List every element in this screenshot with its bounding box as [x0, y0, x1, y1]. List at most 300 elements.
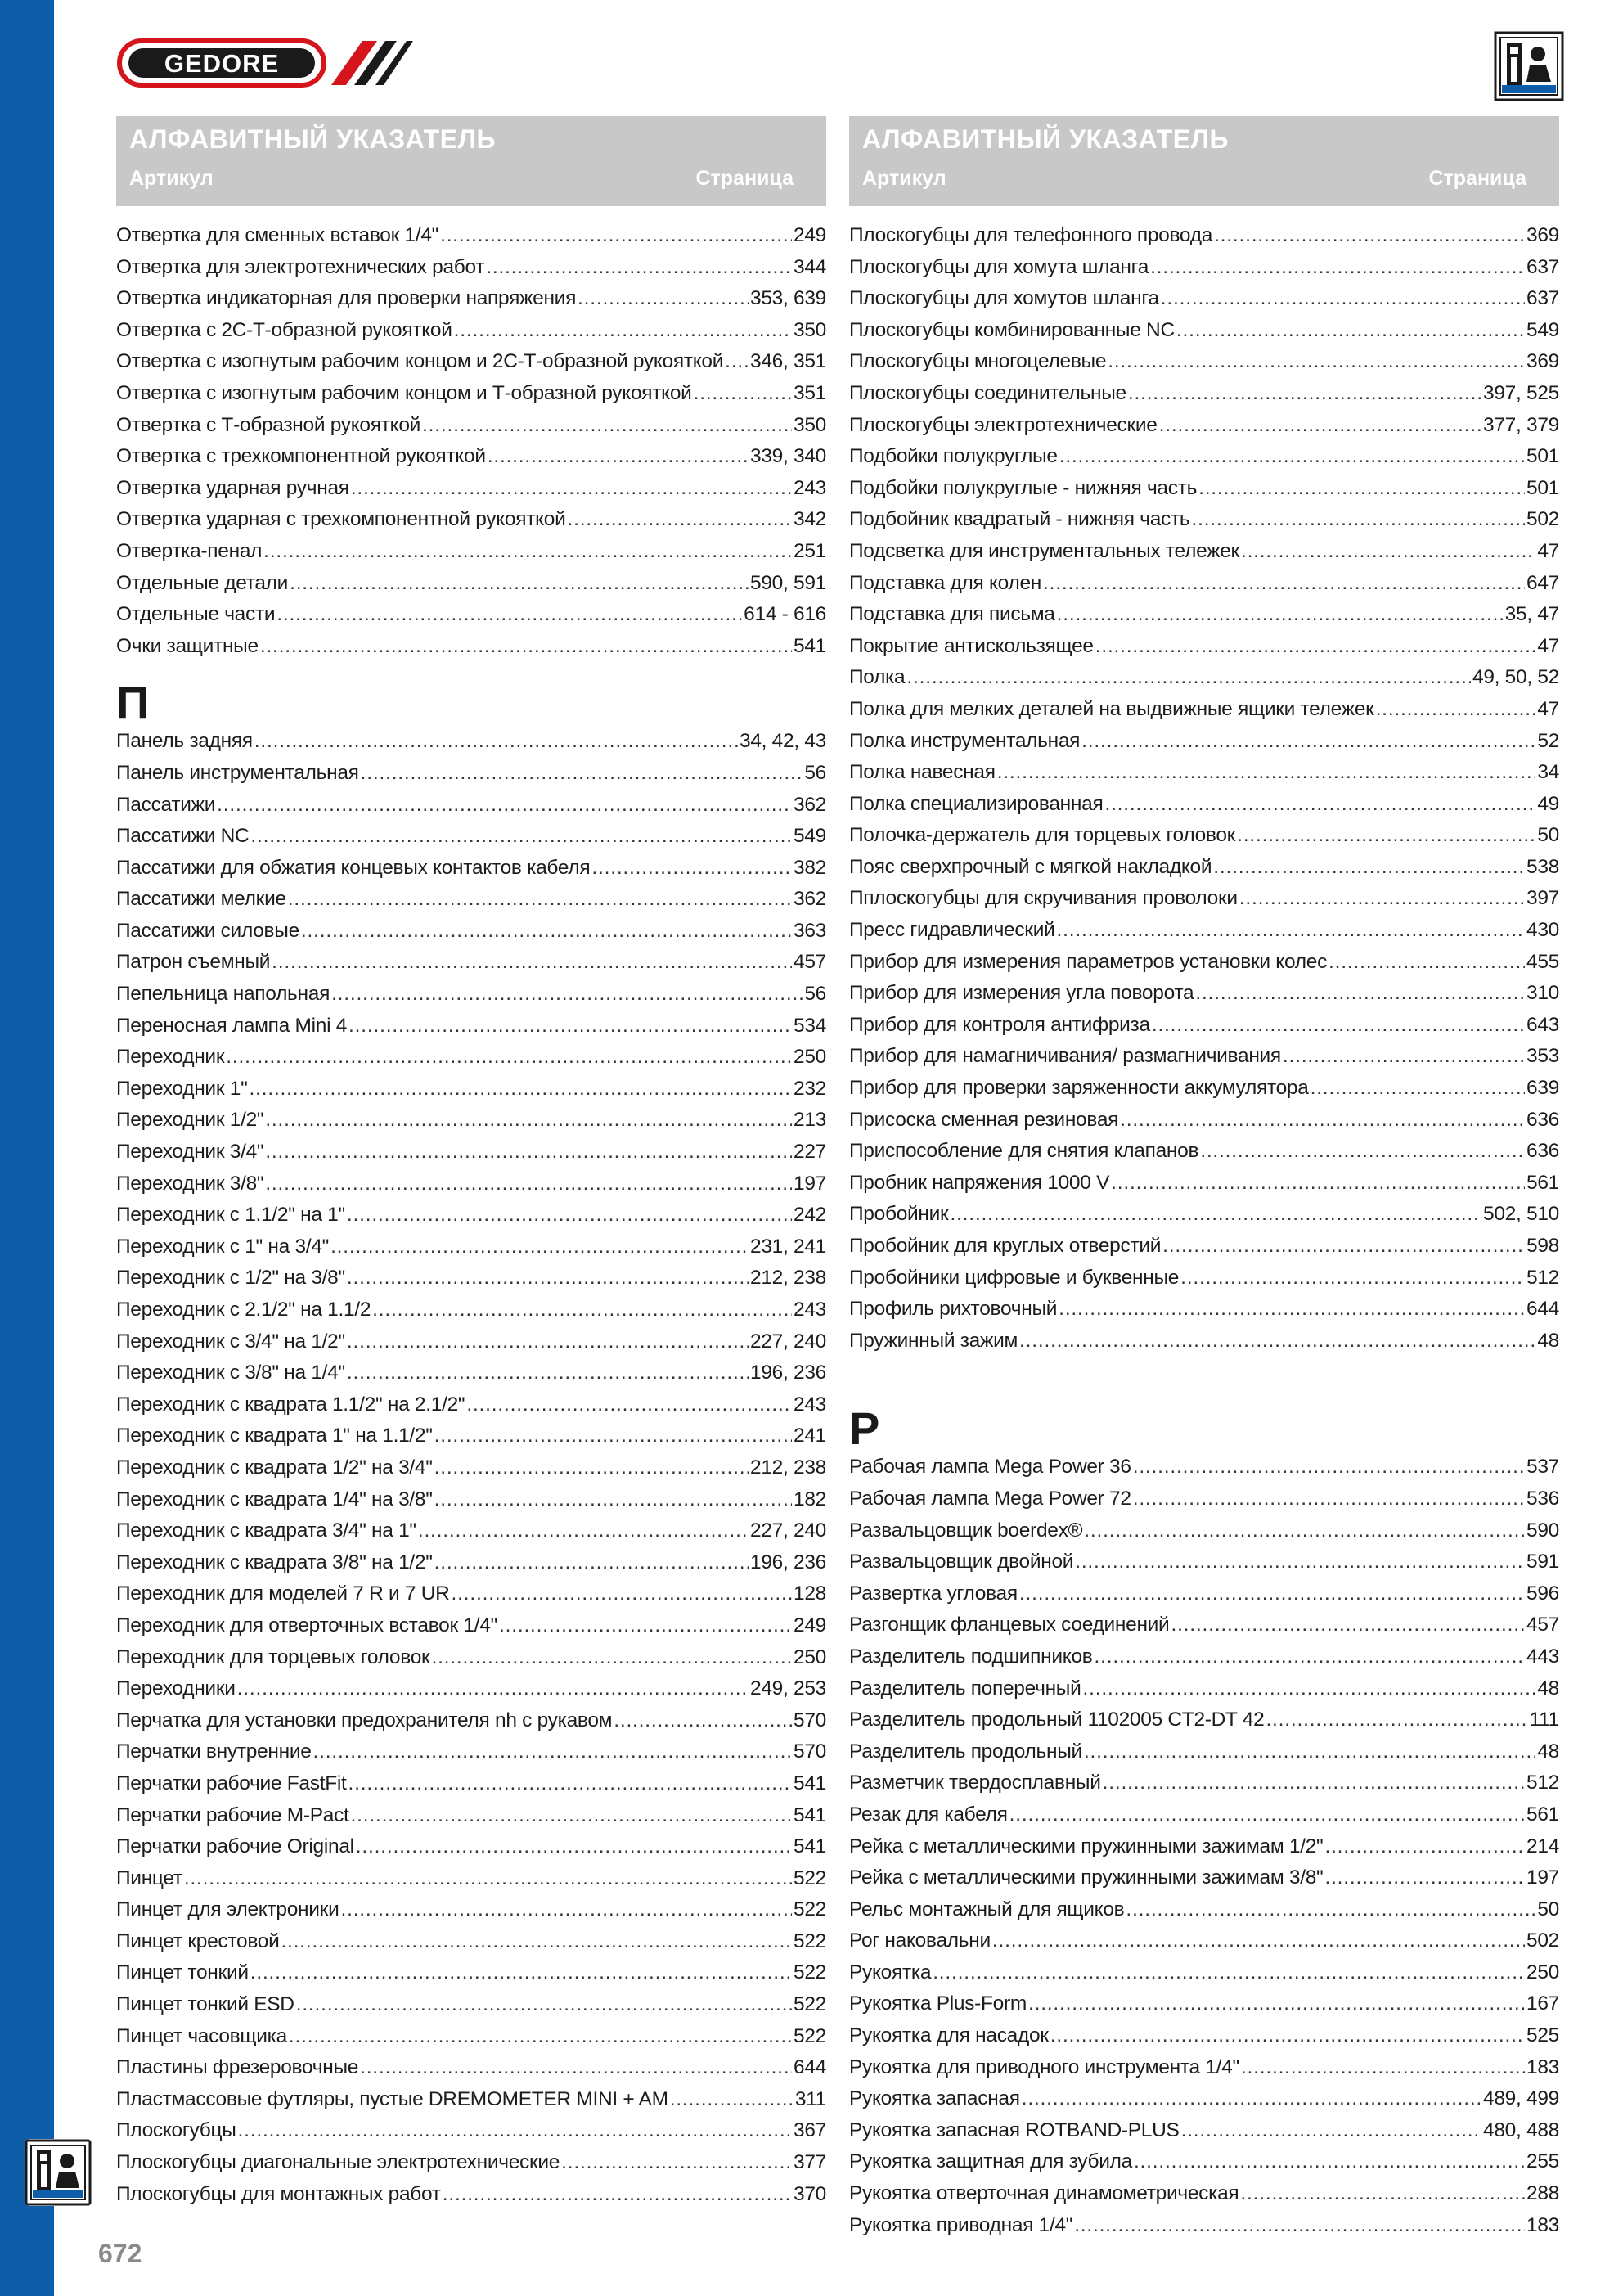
- entry-name: Пинцет часовщика: [116, 2024, 287, 2047]
- index-entry: [116, 2151, 826, 2183]
- entry-name: Рукоятка запасная: [849, 2087, 1020, 2110]
- index-entry: [116, 2025, 826, 2057]
- index-entry: [116, 1804, 826, 1836]
- entry-name: Разделитель подшипников: [849, 1645, 1093, 1668]
- index-list: [849, 224, 1559, 1361]
- entry-page: 522: [794, 1898, 826, 1921]
- entry-name: Панель задняя: [116, 730, 253, 753]
- dot-leader: [1162, 1235, 1525, 1258]
- entry-name: Прибор для проверки заряженности аккумулятора: [849, 1077, 1309, 1100]
- index-entry: [849, 951, 1559, 983]
- index-entry: [116, 1141, 826, 1173]
- entry-name: Отдельные детали: [116, 571, 289, 594]
- dot-leader: [1084, 1740, 1535, 1763]
- dot-leader: [1095, 1645, 1526, 1668]
- index-entry: [849, 1172, 1559, 1204]
- entry-name: Подставка для письма: [849, 603, 1055, 626]
- dot-leader: [1240, 2182, 1525, 2205]
- dot-leader: [418, 1519, 749, 1542]
- entry-page: 457: [794, 951, 826, 974]
- index-entry: [116, 1614, 826, 1646]
- entry-name: Рукоятка защитная для зубила: [849, 2150, 1132, 2173]
- entry-name: Отвертка ударная ручная: [116, 476, 349, 499]
- entry-page: 502: [1526, 1929, 1559, 1952]
- index-entry: [849, 224, 1559, 256]
- entry-name: Прибор для измерения угла поворота: [849, 982, 1194, 1005]
- entry-page: 537: [1526, 1456, 1559, 1479]
- index-entry: [116, 1078, 826, 1110]
- index-entry: [116, 603, 826, 635]
- entry-page: 197: [1526, 1866, 1559, 1889]
- entry-name: Пресс гидравлический: [849, 919, 1055, 942]
- dot-leader: [431, 1646, 792, 1669]
- index-entry: [849, 824, 1559, 856]
- dot-leader: [1311, 1077, 1525, 1100]
- entry-page: 512: [1526, 1266, 1559, 1289]
- dot-leader: [1103, 1772, 1525, 1794]
- dot-leader: [250, 1961, 792, 1984]
- dot-leader: [1120, 1109, 1525, 1132]
- index-entry: [116, 1204, 826, 1236]
- dot-leader: [276, 603, 742, 626]
- index-entry: [116, 508, 826, 540]
- entry-page: 49: [1537, 792, 1559, 815]
- entry-page: 350: [794, 413, 826, 436]
- entry-name: Разделитель продольный: [849, 1740, 1082, 1763]
- index-entry: [849, 1614, 1559, 1645]
- dot-leader: [263, 540, 792, 563]
- dot-leader: [933, 1961, 1525, 1984]
- entry-page: 637: [1526, 255, 1559, 278]
- index-entry: [116, 762, 826, 794]
- index-column-left: [116, 116, 826, 2214]
- entry-name: Разгонщик фланцевых соединений: [849, 1614, 1170, 1636]
- entry-name: Разделитель поперечный: [849, 1677, 1081, 1699]
- column-header: [116, 116, 826, 206]
- entry-name: Отвертка с изогнутым рабочим концом и 2С-Т-образной рукояткой: [116, 350, 724, 373]
- dot-leader: [1084, 1519, 1525, 1542]
- gedore-logo: [117, 36, 413, 90]
- entry-page: 369: [1526, 350, 1559, 373]
- entry-page: 541: [794, 634, 826, 657]
- entry-page: 196, 236: [750, 1362, 826, 1384]
- entry-name: Прибор для контроля антифриза: [849, 1013, 1150, 1036]
- entry-page: 443: [1526, 1645, 1559, 1668]
- section-letter: П: [116, 677, 150, 729]
- dot-leader: [1059, 445, 1525, 468]
- entry-page: 367: [794, 2119, 826, 2142]
- dot-leader: [614, 1709, 792, 1732]
- entry-name: Переходник 3/4": [116, 1141, 264, 1164]
- index-entry: [116, 825, 826, 857]
- entry-name: Переходник 1": [116, 1077, 248, 1100]
- index-entry: [116, 1362, 826, 1393]
- entry-page: 353: [1526, 1045, 1559, 1068]
- index-entry: [116, 1046, 826, 1078]
- entry-page: 377: [794, 2151, 826, 2174]
- entry-page: 377, 379: [1483, 413, 1559, 436]
- index-entry: [849, 1109, 1559, 1141]
- index-entry: [849, 2119, 1559, 2151]
- entry-page: 243: [794, 1393, 826, 1416]
- entry-page: 214: [1526, 1835, 1559, 1857]
- entry-name: Развертка угловая: [849, 1582, 1018, 1605]
- entry-page: 534: [794, 1014, 826, 1037]
- entry-name: Рукоятка для насадок: [849, 2024, 1049, 2047]
- index-entry: [849, 1772, 1559, 1803]
- index-entry: [116, 1867, 826, 1899]
- entry-page: 346, 351: [750, 350, 826, 373]
- entry-name: Пассатижи силовые: [116, 919, 299, 942]
- entry-page: 647: [1526, 571, 1559, 594]
- entry-name: Плоскогубцы для хомута шланга: [849, 255, 1149, 278]
- dot-leader: [250, 825, 792, 848]
- entry-name: Рог наковальни: [849, 1929, 991, 1952]
- index-entry: [849, 382, 1559, 414]
- entry-name: Подсветка для инструментальных тележек: [849, 539, 1239, 562]
- dot-leader: [906, 666, 1471, 689]
- index-entry: [849, 1456, 1559, 1488]
- entry-page: 47: [1537, 634, 1559, 657]
- entry-page: 111: [1529, 1708, 1559, 1731]
- entry-page: 522: [794, 1866, 826, 1889]
- entry-page: 522: [794, 1929, 826, 1952]
- dot-leader: [454, 319, 792, 342]
- dot-leader: [1111, 1172, 1525, 1195]
- entry-page: 197: [794, 1172, 826, 1195]
- entry-page: 522: [794, 2024, 826, 2047]
- entry-name: Прибор для измерения параметров установки колес: [849, 950, 1328, 973]
- dot-leader: [289, 2025, 792, 2048]
- entry-page: 522: [794, 1961, 826, 1984]
- index-title: АЛФАВИТНЫЙ УКАЗАТЕЛЬ: [862, 124, 1230, 154]
- dot-leader: [360, 2056, 792, 2079]
- entry-name: Плоскогубцы: [116, 2119, 236, 2142]
- dot-leader: [992, 1929, 1525, 1952]
- index-entry: [116, 2088, 826, 2120]
- index-column-right: [849, 116, 1559, 2245]
- dot-leader: [568, 508, 792, 531]
- entry-page: 47: [1537, 539, 1559, 562]
- index-entry: [116, 1646, 826, 1678]
- index-entry: [849, 477, 1559, 509]
- dot-leader: [1028, 1992, 1525, 2015]
- dot-leader: [1237, 824, 1535, 847]
- entry-page: 49, 50, 52: [1472, 666, 1559, 689]
- index-entry: [849, 698, 1559, 730]
- entry-page: 369: [1526, 224, 1559, 246]
- entry-page: 489, 499: [1483, 2087, 1559, 2110]
- index-entry: [116, 1425, 826, 1456]
- entry-page: 457: [1526, 1614, 1559, 1636]
- index-entry: [116, 951, 826, 983]
- entry-page: 637: [1526, 287, 1559, 310]
- dot-leader: [591, 857, 792, 880]
- dot-leader: [1198, 477, 1525, 500]
- index-entry: [849, 1045, 1559, 1077]
- dot-leader: [1241, 540, 1535, 563]
- entry-page: 339, 340: [750, 445, 826, 468]
- index-entry: [849, 1677, 1559, 1709]
- entry-page: 128: [794, 1582, 826, 1605]
- index-entry: [849, 982, 1559, 1014]
- dot-leader: [1195, 982, 1525, 1005]
- entry-page: 480, 488: [1483, 2118, 1559, 2141]
- entry-name: Разделитель продольный 1102005 CT2-DT 42: [849, 1708, 1265, 1731]
- index-entry: [116, 1330, 826, 1362]
- dot-leader: [1150, 256, 1525, 279]
- section-letter: Р: [849, 1402, 880, 1455]
- entry-name: Переходник 3/8": [116, 1172, 264, 1195]
- entry-name: Пробойник: [849, 1203, 949, 1226]
- entry-name: Отвертка для электротехнических работ: [116, 255, 485, 278]
- index-list: [116, 730, 826, 2214]
- entry-page: 183: [1526, 2213, 1559, 2236]
- index-entry: [849, 1267, 1559, 1299]
- entry-name: Пассатижи мелкие: [116, 888, 286, 911]
- index-entry: [116, 319, 826, 351]
- index-entry: [116, 1299, 826, 1330]
- entry-page: 241: [794, 1425, 826, 1447]
- entry-page: 212, 238: [750, 1267, 826, 1290]
- dot-leader: [1283, 1045, 1525, 1068]
- index-entry: [116, 1835, 826, 1867]
- dot-leader: [1108, 350, 1525, 373]
- dot-leader: [290, 572, 749, 595]
- entry-page: 213: [794, 1109, 826, 1132]
- gedore-logo-text: GEDORE: [164, 49, 280, 78]
- index-entry: [849, 287, 1559, 319]
- entry-name: Профиль рихтовочный: [849, 1298, 1058, 1321]
- entry-name: Перчатка для установки предохранителя nh с рукавом: [116, 1708, 613, 1731]
- entry-page: 353, 639: [750, 287, 826, 310]
- entry-page: 243: [794, 1299, 826, 1321]
- entry-name: Пепельница напольная: [116, 983, 330, 1006]
- entry-page: 212, 238: [750, 1456, 826, 1479]
- dot-leader: [440, 224, 792, 247]
- index-entry: [116, 1551, 826, 1583]
- dot-leader: [578, 287, 749, 310]
- index-entry: [849, 1992, 1559, 2024]
- entry-name: Отвертка ударная с трехкомпонентной рукояткой: [116, 508, 566, 531]
- entry-page: 250: [794, 1645, 826, 1668]
- article-label: Артикул: [862, 167, 946, 190]
- index-entry: [116, 1109, 826, 1141]
- dot-leader: [422, 414, 792, 437]
- dot-leader: [1104, 793, 1535, 816]
- entry-name: Резак для кабеля: [849, 1803, 1008, 1826]
- dot-leader: [265, 1141, 792, 1164]
- entry-page: 397, 525: [1483, 381, 1559, 404]
- entry-page: 590: [1526, 1519, 1559, 1542]
- dot-leader: [372, 1299, 792, 1321]
- entry-page: 501: [1526, 445, 1559, 468]
- entry-page: 342: [794, 508, 826, 531]
- entry-name: Пробойники цифровые и буквенные: [849, 1266, 1180, 1289]
- entry-page: 251: [794, 539, 826, 562]
- entry-page: 644: [794, 2056, 826, 2079]
- entry-page: 591: [1526, 1551, 1559, 1573]
- entry-name: Перчатки внутренние: [116, 1740, 312, 1763]
- dot-leader: [725, 350, 749, 373]
- entry-page: 56: [804, 983, 826, 1006]
- dot-leader: [1050, 2024, 1525, 2047]
- entry-name: Полка для мелких деталей на выдвижные ящики тележек: [849, 697, 1374, 720]
- index-entry: [849, 1898, 1559, 1930]
- entry-name: Плоскогубцы диагональные электротехнические: [116, 2151, 560, 2174]
- entry-name: Переходник: [116, 1046, 225, 1069]
- index-entry: [849, 635, 1559, 667]
- dot-leader: [1074, 2214, 1525, 2237]
- index-entry: [849, 2150, 1559, 2182]
- index-entry: [849, 2024, 1559, 2056]
- entry-name: Переходник для моделей 7 R и 7 UR: [116, 1582, 450, 1605]
- entry-page: 232: [794, 1077, 826, 1100]
- entry-page: 255: [1526, 2150, 1559, 2173]
- dot-leader: [499, 1614, 792, 1637]
- entry-page: 561: [1526, 1803, 1559, 1826]
- index-entry: [849, 1803, 1559, 1835]
- entry-name: Пинцет для электроники: [116, 1898, 339, 1921]
- index-entry: [849, 1203, 1559, 1235]
- entry-page: 231, 241: [750, 1235, 826, 1258]
- dot-leader: [1043, 572, 1525, 595]
- index-entry: [849, 730, 1559, 762]
- entry-name: Развальцовщик boerdex®: [849, 1519, 1083, 1542]
- dot-leader: [486, 256, 792, 279]
- index-entry: [116, 983, 826, 1015]
- index-entry: [116, 256, 826, 288]
- dot-leader: [1134, 2150, 1525, 2173]
- entry-page: 48: [1537, 1329, 1559, 1352]
- dot-leader: [1081, 730, 1535, 753]
- side-color-bar: [0, 0, 54, 2296]
- dot-leader: [1133, 1456, 1525, 1479]
- entry-page: 570: [794, 1708, 826, 1731]
- index-entry: [116, 1393, 826, 1425]
- entry-name: Переходник с 1/2" на 3/8": [116, 1267, 345, 1290]
- entry-page: 227, 240: [750, 1330, 826, 1353]
- entry-name: Переходник с 3/8" на 1/4": [116, 1362, 345, 1384]
- index-entry: [849, 2182, 1559, 2214]
- entry-name: Подбойки полукруглые: [849, 445, 1058, 468]
- entry-name: Переходник с квадрата 1" на 1.1/2": [116, 1425, 433, 1447]
- entry-page: 47: [1537, 697, 1559, 720]
- index-entry: [116, 1519, 826, 1551]
- entry-page: 397: [1526, 887, 1559, 910]
- entry-page: 249: [794, 224, 826, 246]
- dot-leader: [1159, 414, 1481, 437]
- entry-page: 350: [794, 318, 826, 341]
- dot-leader: [348, 1772, 792, 1795]
- index-entry: [849, 1235, 1559, 1267]
- entry-name: Рабочая лампа Mega Power 72: [849, 1487, 1131, 1510]
- entry-page: 362: [794, 793, 826, 816]
- index-entry: [116, 350, 826, 382]
- index-entry: [116, 1930, 826, 1962]
- entry-name: Перчатки рабочие M-Pact: [116, 1803, 349, 1826]
- index-title: АЛФАВИТНЫЙ УКАЗАТЕЛЬ: [129, 124, 497, 154]
- entry-name: Рукоятка Plus-Form: [849, 1992, 1027, 2015]
- entry-page: 636: [1526, 1108, 1559, 1131]
- dot-leader: [330, 1236, 749, 1258]
- entry-name: Рукоятка приводная 1/4": [849, 2213, 1073, 2236]
- dot-leader: [347, 1362, 749, 1384]
- dot-leader: [1019, 1330, 1535, 1353]
- entry-name: Полка: [849, 666, 906, 689]
- index-entry: [116, 2119, 826, 2151]
- dot-leader: [694, 382, 792, 405]
- entry-page: 227, 240: [750, 1519, 826, 1542]
- index-entry: [116, 287, 826, 319]
- entry-page: 250: [1526, 1961, 1559, 1983]
- index-entry: [849, 919, 1559, 951]
- entry-name: Пассатижи: [116, 793, 216, 816]
- dot-leader: [1213, 856, 1525, 879]
- entry-name: Отвертка-пенал: [116, 539, 263, 562]
- entry-name: Переходник с 1.1/2" на 1": [116, 1204, 345, 1227]
- entry-name: Рельс монтажный для ящиков: [849, 1898, 1125, 1920]
- entry-name: Переходник с квадрата 1.1/2" на 2.1/2": [116, 1393, 465, 1416]
- entry-name: Рейка с металлическими пружинными зажимам 3/8": [849, 1866, 1324, 1889]
- index-entry: [849, 603, 1559, 635]
- entry-name: Отвертка с 2С-Т-образной рукояткой: [116, 318, 452, 341]
- entry-name: Переходник с 2.1/2" на 1.1/2: [116, 1299, 371, 1321]
- index-entry: [116, 445, 826, 477]
- dot-leader: [1128, 382, 1481, 405]
- dot-leader: [1266, 1708, 1527, 1731]
- index-entry: [849, 414, 1559, 446]
- entry-page: 522: [794, 1993, 826, 2016]
- entry-name: Присоска сменная резиновая: [849, 1108, 1119, 1131]
- dot-leader: [1022, 2087, 1481, 2110]
- dot-leader: [1057, 603, 1504, 626]
- entry-name: Рейка с металлическими пружинными зажимам 1/2": [849, 1835, 1324, 1857]
- index-entry: [849, 1330, 1559, 1362]
- column-header: [849, 116, 1559, 206]
- entry-name: Переходник с 3/4" на 1/2": [116, 1330, 345, 1353]
- dot-leader: [1095, 635, 1536, 658]
- dot-leader: [1239, 887, 1525, 910]
- entry-page: 643: [1526, 1013, 1559, 1036]
- entry-name: Пинцет: [116, 1866, 182, 1889]
- dot-leader: [254, 730, 738, 753]
- index-entry: [849, 1519, 1559, 1551]
- entry-page: 310: [1526, 982, 1559, 1005]
- dot-leader: [348, 1015, 792, 1038]
- page-label: Страница: [1428, 167, 1526, 190]
- dot-leader: [301, 920, 792, 943]
- dot-leader: [281, 1930, 792, 1953]
- entry-page: 250: [794, 1046, 826, 1069]
- entry-page: 48: [1537, 1740, 1559, 1763]
- index-entry: [116, 1740, 826, 1772]
- entry-name: Переходник с квадрата 3/8" на 1/2": [116, 1551, 433, 1573]
- page-number: 672: [98, 2239, 142, 2268]
- entry-page: 525: [1526, 2024, 1559, 2047]
- index-entry: [116, 224, 826, 256]
- dot-leader: [1214, 224, 1525, 247]
- dot-leader: [351, 477, 792, 500]
- dot-leader: [217, 794, 792, 817]
- entry-page: 362: [794, 888, 826, 911]
- index-entry: [116, 540, 826, 572]
- dot-leader: [249, 1078, 792, 1101]
- entry-page: 50: [1537, 824, 1559, 847]
- entry-page: 167: [1526, 1992, 1559, 2015]
- dot-leader: [1126, 1898, 1535, 1921]
- entry-page: 196, 236: [750, 1551, 826, 1573]
